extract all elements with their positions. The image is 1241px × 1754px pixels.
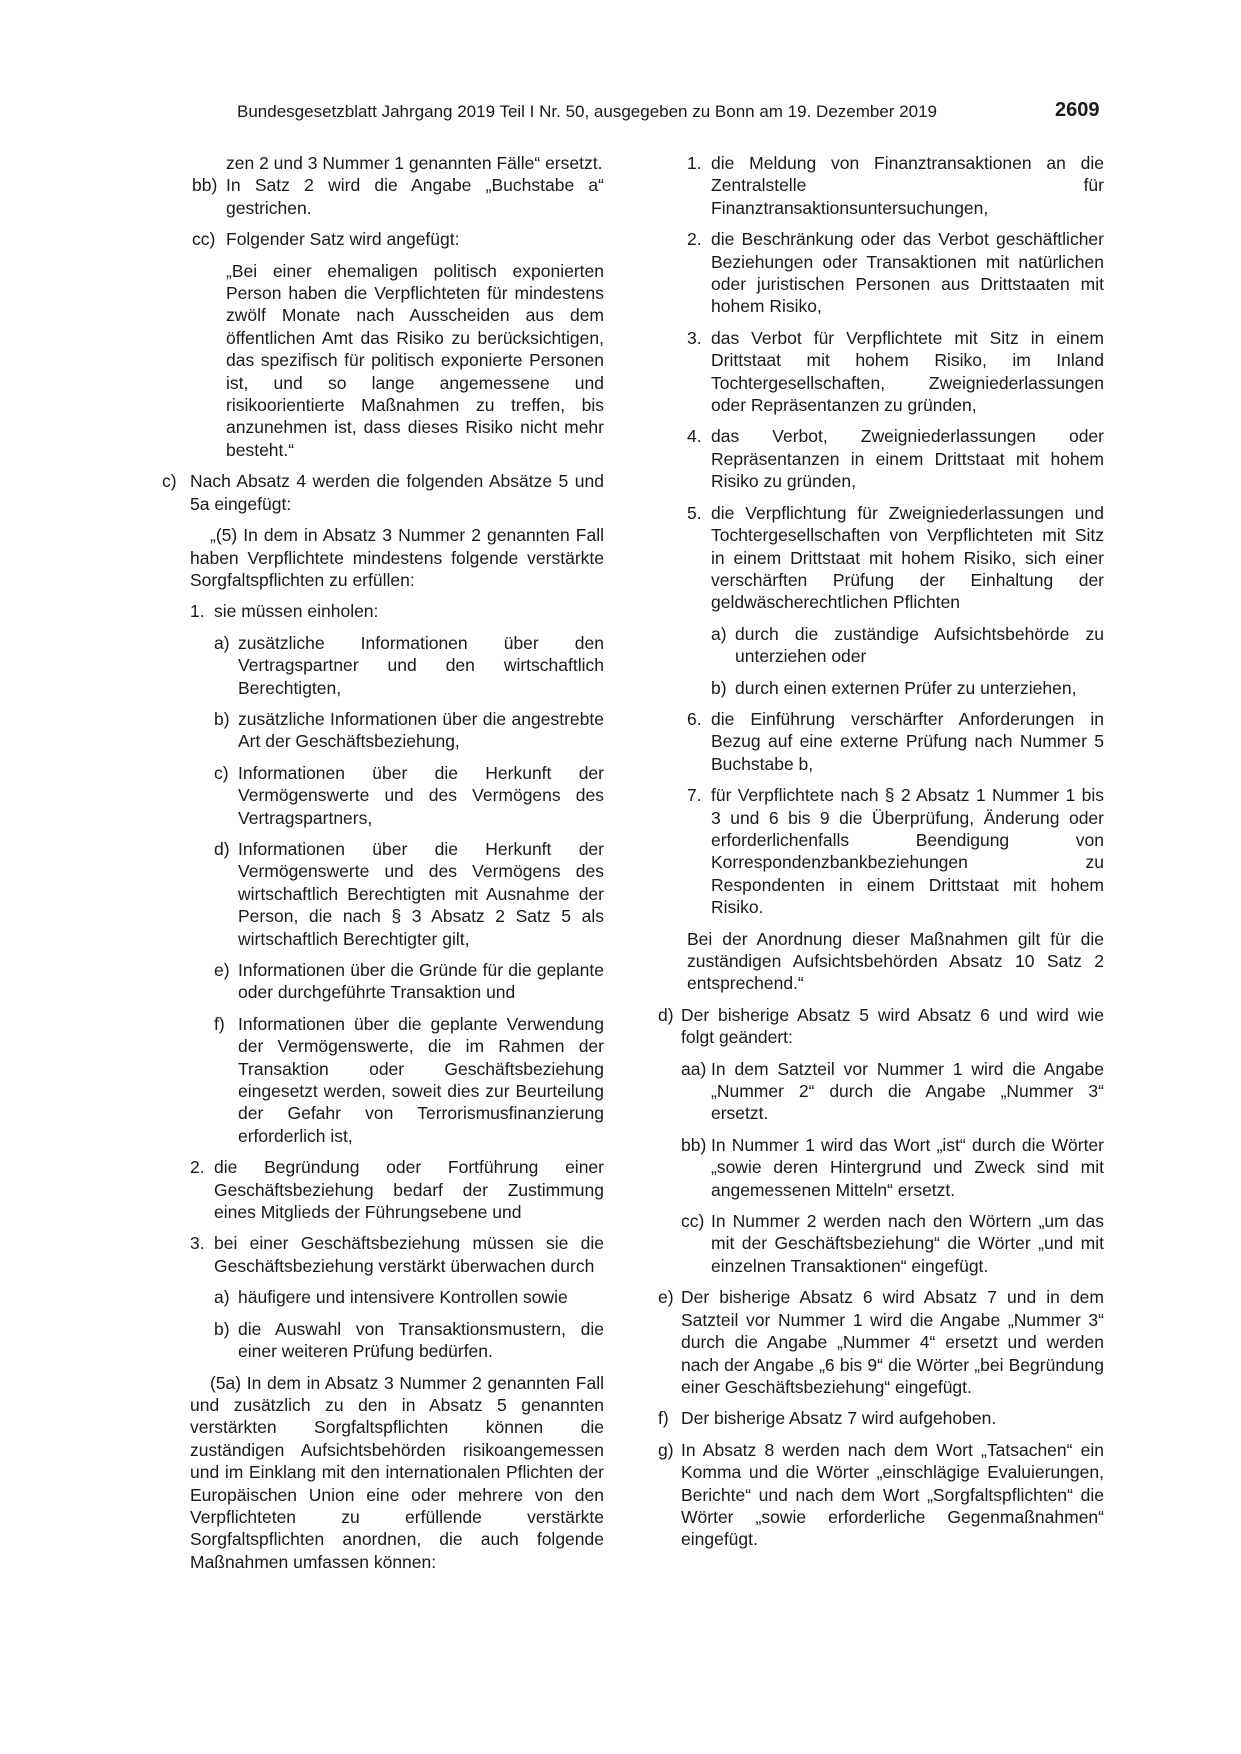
item-text: Informationen über die Herkunft der Vermögenswerte und des Vermögens des wirtschaftlich Berechtigten mit Ausnahme der Person, die nach § 3 Absatz 2 Satz 5 als wirtschaftlich Berechtigter gilt, [238,838,604,949]
sub-item-cc [681,1210,1104,1277]
item-label: a) [214,632,230,653]
page-number: 2609 [1055,99,1100,121]
item-label: e) [214,960,230,980]
left-column [162,152,604,1582]
item-text: die Begründung oder Fortführung einer Geschäftsbeziehung bedarf der Zustimmung eines Mitglieds der Führungsebene und [214,1157,604,1223]
item-text: In Absatz 8 werden nach dem Wort „Tatsachen“ ein Komma und die Wörter „einschlägige Evaluierungen, Berichte“ und nach dem Wort „Sorgfaltspflichten“ die Wörter „sowie erforderliche Gegenmaßnahmen“ eingefügt. [681,1439,1104,1550]
item-intro: Nach Absatz 4 werden die folgenden Absätze 5 und 5a eingefügt: [190,471,604,514]
absatz-5a: (5a) In dem in Absatz 3 Nummer 2 genannten Fall und zusätzlich zu den in Absatz 5 genannten verstärkten Sorgfaltspflichten können die zuständigen Aufsichtsbehörden risikoangemessen und im Einklang mit den internationalen Pflichten der Europäischen Union eine oder mehrere von den Verpflichteten zu erfüllende verstärkte Sorgfaltspflichten anordnen, die auch folgende Maßnahmen umfassen können: [190,1372,604,1572]
absatz-5-intro: „(5) In dem in Absatz 3 Nummer 2 genannten Fall haben Verpflichtete mindestens folgende verstärkte Sorgfaltspflichten zu erfüllen: [190,525,604,590]
item-text: das Verbot, Zweigniederlassungen oder Repräsentanzen in einem Drittstaat mit hohem Risiko zu gründen, [711,426,1104,492]
sub-item-a [711,623,1104,668]
item-label: b) [214,1318,230,1339]
item-label: 2. [190,1157,205,1178]
item-text: die Meldung von Finanztransaktionen an die Zentralstelle für Finanztransaktionsuntersuchungen, [711,153,1104,218]
item-text: Informationen über die Gründe für die geplante oder durchgeführte Transaktion und [238,960,604,1003]
item-intro: sie müssen einholen: [214,601,379,622]
item-label: cc) [192,229,216,250]
aa-continuation-block [162,152,604,174]
item-label: 1. [190,601,205,622]
item-label: 3. [190,1233,205,1254]
item-text: In dem Satzteil vor Nummer 1 wird die Angabe „Nummer 2“ durch die Angabe „Nummer 3“ ersetzt. [711,1058,1104,1124]
item-text: das Verbot für Verpflichtete mit Sitz in einem Drittstaat mit hohem Risiko, im Inland Tochtergesellschaften, Zweigniederlassungen oder Repräsentanzen zu gründen, [711,327,1104,416]
item-text: die Auswahl von Transaktionsmustern, die einer weiteren Prüfung bedürfen. [238,1318,604,1362]
item-text: Der bisherige Absatz 6 wird Absatz 7 und in dem Satzteil vor Nummer 1 wird die Angabe „Nummer 3“ durch die Angabe „Nummer 4“ ersetzt und werden nach der Angabe „6 bis 9“ die Wörter „bei Begründung einer Geschäftsbeziehung“ eingefügt. [681,1287,1104,1397]
item-text: durch die zuständige Aufsichtsbehörde zu unterziehen oder [735,623,1104,667]
item-label: 7. [687,785,702,806]
item-label: a) [711,623,727,644]
item-label: c) [162,471,177,492]
item-label: 1. [687,153,702,173]
measure-item-4 [665,425,1104,492]
item-text: Informationen über die geplante Verwendung der Vermögenswerte, die im Rahmen der Transaktion oder Geschäftsbeziehung eingesetzt werden, soweit dies zur Beurteilung der Gefahr von Terrorismusfinanzierung erforderlich ist, [238,1013,604,1146]
item-label: d) [214,838,230,859]
item-label: 3. [687,327,702,348]
sub-item-bb [681,1134,1104,1201]
item-text: Der bisherige Absatz 7 wird aufgehoben. [681,1408,997,1429]
item-text: In Satz 2 wird die Angabe „Buchstabe a“ gestrichen. [226,175,604,218]
right-column [658,152,1104,1560]
closing-block [665,928,1104,995]
measure-item-6 [665,708,1104,775]
sub-item-c [214,762,604,829]
sub-item-b [214,1318,604,1363]
item-label: 4. [687,426,702,447]
item-text: In Nummer 1 wird das Wort „ist“ durch die Wörter „sowie deren Hintergrund und Zweck sind mit angemessenen Mitteln“ ersetzt. [711,1134,1104,1200]
item-label: cc) [681,1211,705,1232]
item-label: d) [658,1004,674,1025]
item-label: f) [658,1408,669,1429]
sub-item-d [214,838,604,950]
sub-item-e [214,959,604,1004]
item-text: In Nummer 2 werden nach den Wörtern „um das mit der Geschäftsbeziehung“ die Wörter „und mit einzelnen Transaktionen“ eingefügt. [711,1211,1104,1276]
item-label: 5. [687,502,702,523]
header-title: Bundesgesetzblatt Jahrgang 2019 Teil I Nr. 50, ausgegeben zu Bonn am 19. Dezember 2019 [237,102,937,121]
item-text: häufigere und intensivere Kontrollen sowie [238,1287,568,1308]
sub-item-f [214,1013,604,1147]
item-label: b) [214,708,230,729]
measure-item-7 [665,784,1104,918]
sub-item-b [214,708,604,753]
item-bb [162,174,604,219]
item-text: für Verpflichtete nach § 2 Absatz 1 Nummer 1 bis 3 und 6 bis 9 die Überprüfung, Änderung oder erforderlichenfalls Beendigung von Korrespondenzbankbeziehungen zu Respondenten in einem Drittstaat mit hohem Risiko. [711,785,1104,918]
measure-item-2 [665,228,1104,318]
list-item-1 [190,600,604,1147]
item-intro: Folgender Satz wird angefügt: [226,229,460,250]
item-text: die Einführung verschärfter Anforderungen in Bezug auf eine externe Prüfung nach Nummer 5 Buchstabe b, [711,708,1104,774]
item-f [658,1407,1104,1429]
list-item-3 [190,1232,604,1362]
item-text: durch einen externen Prüfer zu unterziehen, [735,677,1077,698]
item-intro: bei einer Geschäftsbeziehung müssen sie die Geschäftsbeziehung verstärkt überwachen durch [214,1233,604,1276]
measure-item-3 [665,327,1104,417]
measure-item-1 [665,152,1104,219]
item-text: zusätzliche Informationen über den Vertragspartner und den wirtschaftlich Berechtigten, [238,632,604,698]
item-cc [162,228,604,461]
item-text: die Beschränkung oder das Verbot geschäftlicher Beziehungen oder Transaktionen mit natürlichen oder juristischen Personen aus Drittstaaten mit hohem Risiko, [711,229,1104,317]
item-label: 6. [687,708,702,729]
item-label: 2. [687,229,702,250]
sub-item-aa [681,1058,1104,1125]
item-g [658,1439,1104,1551]
item-label: a) [214,1287,230,1308]
item-intro: Der bisherige Absatz 5 wird Absatz 6 und wird wie folgt geändert: [681,1004,1104,1048]
measure-item-5 [665,502,1104,699]
item-label: e) [658,1287,674,1308]
item-label: aa) [681,1058,707,1079]
item-label: c) [214,762,229,783]
sub-item-a [214,1286,604,1308]
closing-sentence: Bei der Anordnung dieser Maßnahmen gilt für die zuständigen Aufsichtsbehörden Absatz 10 Satz 2 entsprechend.“ [687,928,1104,994]
sub-item-a [214,632,604,699]
item-e [658,1286,1104,1398]
item-text: zusätzliche Informationen über die angestrebte Art der Geschäftsbeziehung, [238,708,604,752]
aa-continuation: zen 2 und 3 Nummer 1 genannten Fälle“ ersetzt. [226,153,603,173]
item-intro: die Verpflichtung für Zweigniederlassungen und Tochtergesellschaften von Verpflichteten mit Sitz in einem Drittstaat mit hohem Risiko, sich einer verschärften Prüfung der Einhaltung der geldwäscherechtlichen Pflichten [711,502,1104,613]
item-text: Informationen über die Herkunft der Vermögenswerte und des Vermögens des Vertragspartners, [238,762,604,828]
item-label: bb) [192,175,218,196]
item-d [658,1004,1104,1277]
item-label: bb) [681,1134,707,1155]
item-label: f) [214,1013,225,1034]
item-label: g) [658,1439,674,1460]
item-c [162,470,604,1573]
item-label: b) [711,677,727,698]
list-item-2 [190,1156,604,1223]
quoted-sentence: „Bei einer ehemaligen politisch exponierten Person haben die Verpflichteten für mindestens zwölf Monate nach Ausscheiden aus dem öffentlichen Amt das Risiko zu berücksichtigen, das spezifisch für politisch exponierte Personen ist, und so lange angemessene und risikoorientierte Maßnahmen zu treffen, bis anzunehmen ist, dass dieses Risiko nicht mehr besteht.“ [226,260,604,460]
sub-item-b [711,677,1104,699]
